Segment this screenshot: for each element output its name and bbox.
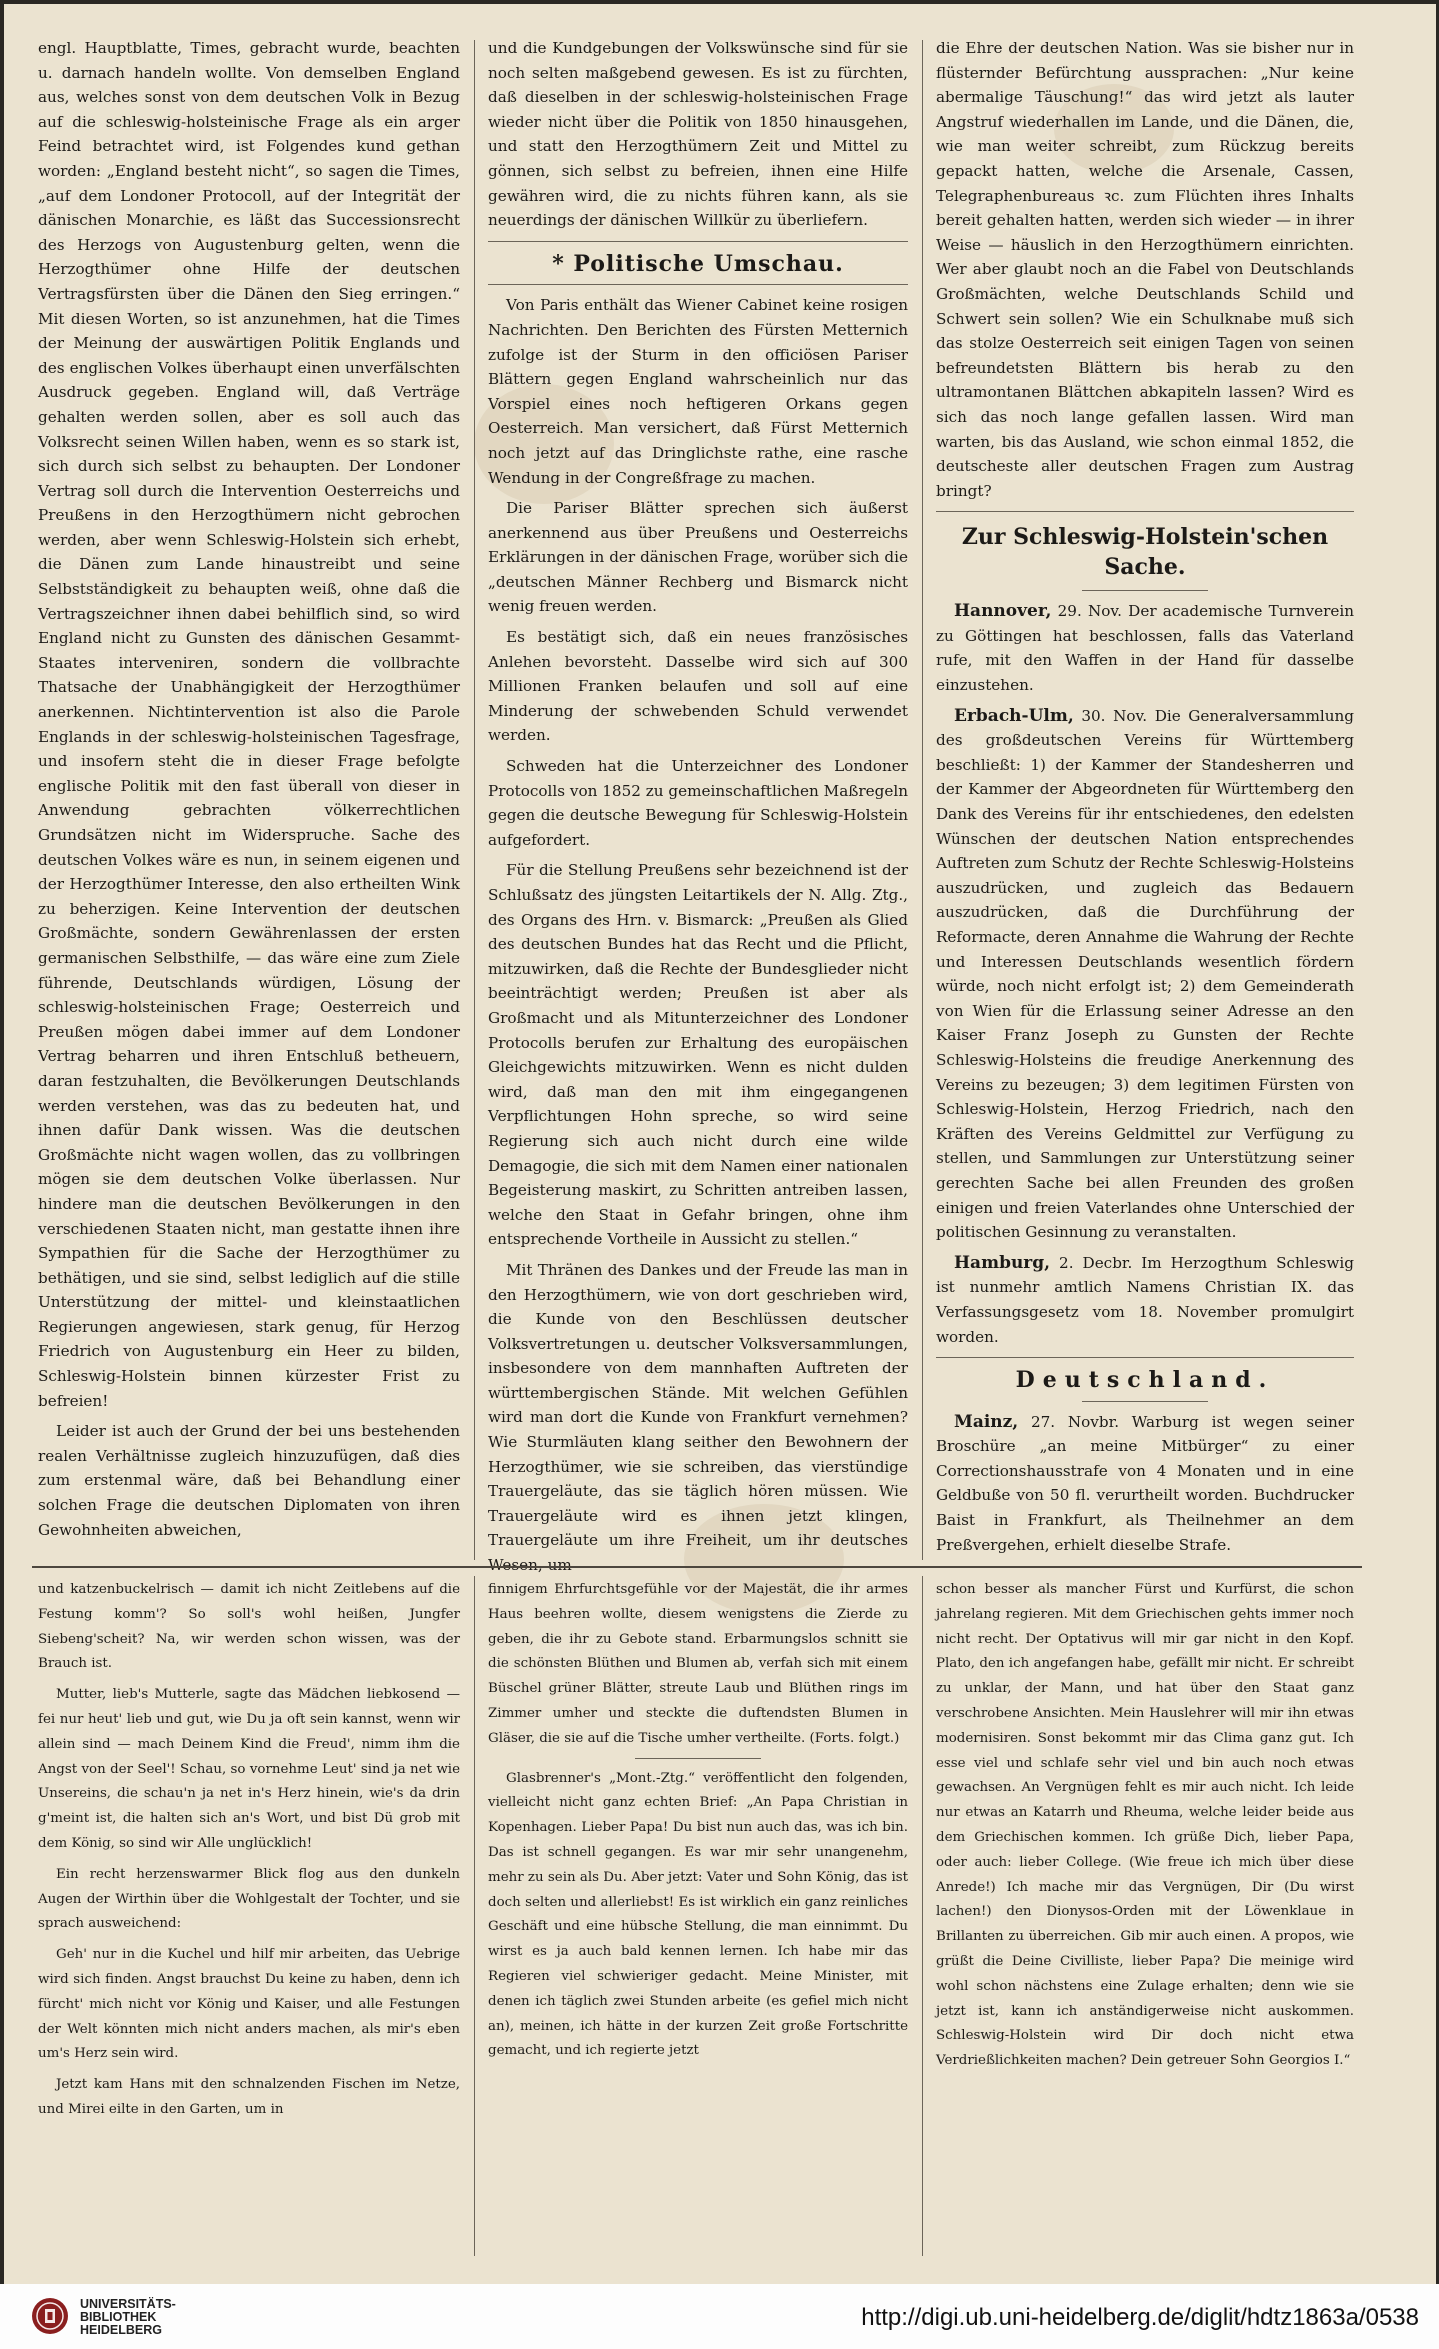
- paragraph: Schweden hat die Unterzeichner des Londoner Protocolls von 1852 zu gemeinschaftlichen Maßregeln gegen die deutsche Bewegung für Schleswig-Holstein aufgefordert.: [488, 757, 908, 849]
- paragraph: Ein recht herzenswarmer Blick flog aus den dunkeln Augen der Wirthin über die Wohlgestalt der Tochter, und sie sprach ausweichend:: [38, 1866, 460, 1932]
- paragraph: engl. Hauptblatte, Times, gebracht wurde, beachten u. darnach handeln wollte. Von demselben England aus, welches sonst von dem deutschen Volk in Bezug auf die schleswig-holsteinische Frage als ein arger Feind betrachtet wird, ist Folgendes kund gethan worden: „England besteht nicht“, so sagen die Times, „auf dem Londoner Protocoll, auf der Integrität der dänischen Monarchie, es läßt das Successionsrecht des Herzogs von Augustenburg gelten, wenn die Herzogthümer ohne Hilfe der deutschen Vertragsfürsten über die Dänen den Sieg erringen.“ Mit diesen Worten, so ist anzunehmen, hat die Times der Meinung der auswärtigen Politik Englands und des englischen Volkes überhaupt einen unverfälschten Ausdruck gegeben. England will, daß Verträge gehalten werden sollen, aber es soll auch das Volksrecht seinen Willen haben, wenn es so stark ist, sich durch sich selbst zu behaupten. Der Londoner Vertrag soll durch die Intervention Oesterreichs und Preußens in den Herzogthümern nicht gebrochen werden, aber wenn Schleswig-Holstein sich erhebt, die Dänen zum Lande hinaustreibt und seine Selbstständigkeit zu behaupten weiß, ohne daß die Vertragszeichner ihnen dabei behilflich sind, so wird England nicht zu Gunsten des dänischen Gesammt-Staates interveniren, sondern die vollbrachte Thatsache der Unabhängigkeit der Herzogthümer anerkennen. Nichtintervention ist also die Parole Englands in der schleswig-holsteinischen Tagesfrage, und insofern steht die in dieser Frage befolgte englische Politik mit den fast überall von dieser in Anwendung gebrachten völkerrechtlichen Grundsätzen nicht im Widerspruche. Sache des deutschen Volkes wäre es nun, in seinem eigenen und der Herzogthümer Interesse, den also ertheilten Wink zu beherzigen. Keine Intervention der deutschen Großmächte, sondern Gewährenlassen der ersten germanischen Selbsthilfe, — das wäre eine zum Ziele führende, Deutschlands würdigen, Lösung der schleswig-holsteinischen Frage; Oesterreich und Preußen mögen dabei immer auf dem Londoner Vertrag beharren und ihren Entschluß betheuern, daran festzuhalten, die Bevölkerungen Deutschlands werden verstehen, was das zu bedeuten hat, und ihnen dafür Dank wissen. Was die deutschen Großmächte nicht wagen wollen, das zu vollbringen mögen sie dem deutschen Volke überlassen. Nur hindere man die deutschen Bevölkerungen in den verschiedenen Staaten nicht, man gestatte ihnen ihre Sympathien für die Sache der Herzogthümer zu bethätigen, und sie sind, selbst lediglich auf die stille Unterstützung der mittel- und kleinstaatlichen Regierungen angewiesen, stark genug, für Herzog Friedrich von Augustenburg ein Heer zu bilden, Schleswig-Holstein binnen kürzester Frist zu befreien!: [38, 39, 460, 1410]
- newspaper-page: [4, 4, 1436, 2284]
- paragraph: Für die Stellung Preußens sehr bezeichnend ist der Schlußsatz des jüngsten Leitartikels der N. Allg. Ztg., des Organs des Hrn. v. Bismarck: „Preußen als Glied des deutschen Bundes hat das Recht und die Pflicht, mitzuwirken, daß die Rechte der Bundesglieder nicht beeinträchtigt werden; Preußen ist aber als Großmacht und als Mitunterzeichner des Londoner Protocolls berufen zur Erhaltung des europäischen Gleichgewichts mitzuwirken. Wenn es nicht dulden wird, daß man den mit ihm eingegangenen Verpflichtungen Hohn spreche, so wird seine Regierung sich auch nicht durch eine wilde Demagogie, die sich mit dem Namen einer nationalen Begeisterung maskirt, zu Schritten antreiben lassen, welche den Staat in Gefahr bringen, ohne ihm entsprechende Vortheile in Aussicht zu stellen.“: [488, 861, 908, 1249]
- source-url[interactable]: http://digi.ub.uni-heidelberg.de/diglit/hdtz1863a/0538: [861, 2304, 1419, 2331]
- university-seal-icon: [30, 2296, 70, 2336]
- paragraph: Die Pariser Blätter sprechen sich äußerst anerkennend aus über Preußens und Oesterreichs Erklärungen in der dänischen Frage, worüber sich die „deutschen Männer Rechberg und Bismarck nicht wenig freuen werden.: [488, 499, 908, 616]
- paragraph: und die Kundgebungen der Volkswünsche sind für sie noch selten maßgebend gewesen. Es ist zu fürchten, daß dieselben in der schleswig-holsteinischen Frage wieder nicht über die Politik von 1850 hinausgehen, und statt den Herzogthümern Zeit und Mittel zu gönnen, sich selbst zu befreien, ihnen eine Hilfe gewähren wird, die zu nichts führen kann, als sie neuerdings der dänischen Willkür zu überliefern.: [488, 39, 908, 230]
- paragraph: Glasbrenner's „Mont.-Ztg.“ veröffentlicht den folgenden, vielleicht nicht ganz echten Brief: „An Papa Christian in Kopenhagen. Lieber Papa! Du bist nun auch das, was ich bin. Das ist schnell gegangen. Es war mir sehr unangenehm, mehr zu sein als Du. Aber jetzt: Vater und Sohn König, das ist doch selten und allerliebst! Es ist wirklich ein ganz reinliches Geschäft und eine hübsche Stellung, die man einnimmt. Du wirst es ja auch bald kennen lernen. Ich habe mir das Regieren viel schwieriger gedacht. Meine Minister, mit denen ich täglich zwei Stunden arbeite (es gefiel mich nicht an), meinen, ich hätte in der kurzen Zeit große Fortschritte gemacht, und ich regierte jetzt: [488, 1770, 908, 2059]
- bottom-column-2: [488, 1578, 908, 2258]
- heading-politische-umschau: * Politische Umschau.: [552, 250, 844, 277]
- library-name: UNIVERSITÄTS- BIBLIOTHEK HEIDELBERG: [80, 2297, 176, 2337]
- paragraph: Geh' nur in die Kuchel und hilf mir arbeiten, das Uebrige wird sich finden. Angst brauchst Du keine zu haben, denn ich fürcht' mich nicht vor König und Kaiser, und alle Festungen der Welt könnten mich nicht anders machen, als mir's eben um's Herz sein wird.: [38, 1947, 460, 2062]
- news-item-hannover: Hannover, 29. Nov. Der academische Turnverein zu Göttingen hat beschlossen, falls das Vaterland rufe, mit den Waffen in der Hand für dasselbe einzustehen.: [936, 601, 1354, 695]
- paragraph: Mutter, lieb's Mutterle, sagte das Mädchen liebkosend — fei nur heut' lieb und gut, wie Du ja oft sein kannst, wenn wir allein sind — mach Deinem Kind die Freud', nimm ihm die Angst von der Seel'! Schau, so vornehme Leut' sind ja net wie Unsereins, die schau'n ja net in's Herz hinein, wie's da drin g'meint ist, die halten sich an's Wort, und bist Dü grob mit dem König, so sind wir Alle unglücklich!: [38, 1687, 460, 1851]
- paragraph: und katzenbuckelrisch — damit ich nicht Zeitlebens auf die Festung komm'? So soll's wohl heißen, Jungfer Siebeng'scheit? Na, wir werden schon wissen, was der Brauch ist.: [38, 1582, 460, 1672]
- top-column-1: [38, 36, 460, 1556]
- paragraph: Von Paris enthält das Wiener Cabinet keine rosigen Nachrichten. Den Berichten des Fürsten Metternich zufolge ist der Sturm in den officiösen Pariser Blättern gegen England wahrscheinlich nur das Vorspiel eines noch heftigeren Orkans gegen Oesterreich. Man versichert, daß Fürst Metternich noch jetzt auf das Dringlichste rathe, eine rasche Wendung in der Congreßfrage zu machen.: [488, 296, 908, 487]
- bottom-column-1: [38, 1578, 460, 2258]
- paragraph: Mit Thränen des Dankes und der Freude las man in den Herzogthümern, wie von dort geschrieben wird, die Kunde von den Beschlüssen deutscher Volksvertretungen u. deutscher Volksversammlungen, insbesondere von dem mannhaften Auftreten der württembergischen Stände. Mit welchen Gefühlen wird man dort die Kunde von Frankfurt vernehmen? Wie Sturmläuten klang seither den Bewohnern der Herzogthümer, wie sie schreiben, das vierstündige Trauergeläute, das sie täglich hören müssen. Wie Trauergeläute wird es ihnen jetzt klingen, Trauergeläute um ihre Freiheit, um ihr deutsches Wesen, um: [488, 1260, 908, 1575]
- bottom-column-3: [936, 1578, 1354, 2258]
- digitization-footer: [0, 2284, 1439, 2349]
- paragraph: finnigem Ehrfurchtsgefühle vor der Majestät, die ihr armes Haus beehren wollte, diesem wenigstens die Zierde zu geben, die ihr zu Gebote stand. Erbarmungslos schnitt sie die schönsten Blüthen und Blumen ab, verfah sich mit einem Büschel grüner Blätter, streute Laub und Blüthen rings im Zimmer umher und steckte die duftendsten Blumen in Gläser, die sie auf die Tische umher vertheilte. (Forts. folgt.): [488, 1582, 908, 1746]
- heading-deutschland: Deutschland.: [1015, 1367, 1275, 1394]
- top-column-3: [936, 36, 1354, 1556]
- paragraph: Es bestätigt sich, daß ein neues französisches Anlehen bevorsteht. Dasselbe wird sich auf 300 Millionen Franken belaufen und soll auf eine Minderung der schwebenden Schuld verwendet werden.: [488, 628, 908, 745]
- news-item-mainz: Mainz, 27. Novbr. Warburg ist wegen seiner Broschüre „an meine Mitbürger“ zu einer Correctionshausstrafe von 4 Monaten und in eine Geldbuße von 50 fl. verurtheilt worden. Buchdrucker Baist in Frankfurt, als Theilnehmer an dem Preßvergehen, erhielt dieselbe Strafe.: [936, 1411, 1354, 1554]
- news-item-erbach-ulm: Erbach-Ulm, 30. Nov. Die Generalversammlung des großdeutschen Vereins für Württemberg beschließt: 1) der Kammer der Standesherren und der Kammer der Abgeordneten für Württemberg den Dank des Vereins für ihr entschiedenes, den edelsten Wünschen der deutschen Nation entsprechendes Auftreten zum Schutz der Rechte Schleswig-Holsteins auszudrücken, und zugleich das Bedauern auszudrücken, daß die Durchführung der Reformacte, deren Annahme die Wahrung der Rechte und Interessen Deutschlands wesentlich fördern würde, noch nicht erfolgt ist; 2) dem Gemeinderath von Wien für die Erlassung seiner Adresse an den Kaiser Franz Joseph zu Gunsten der Rechte Schleswig-Holsteins die freudige Anerkennung des Vereins zu bezeugen; 3) dem legitimen Fürsten von Schleswig-Holstein, Herzog Friedrich, nach den Kräften des Vereins Geldmittel zur Verfügung zu stellen, und Sammlungen zur Unterstützung seiner gerechten Sache bei allen Freunden des großen einigen und freien Vaterlandes ohne Unterschied der politischen Gesinnung zu veranstalten.: [936, 705, 1354, 1242]
- heading-schleswig-holstein: Zur Schleswig-Holstein'schen Sache.: [961, 524, 1329, 581]
- paragraph: schon besser als mancher Fürst und Kurfürst, die schon jahrelang regieren. Mit dem Griechischen gehts immer noch nicht recht. Der Optativus will mir gar nicht in den Kopf. Plato, den ich angefangen habe, gefällt mir nicht. Er schreibt zu unklar, der Mann, und hat über den Staat ganz verschrobene Ansichten. Mein Hauslehrer will mir ihn etwas modernisiren. Sonst bekommt mir das Clima ganz gut. Ich esse viel und schlafe sehr viel und bin auch noch etwas gewachsen. An Vergnügen fehlt es mir auch nicht. Ich leide nur etwas an Katarrh und Rheuma, welche leider beide aus dem Griechischen kommen. Ich grüße Dich, lieber Papa, oder auch: lieber College. (Wie freue ich mich über diese Anrede!) Ich mache mir das Vergnügen, Dir (Du wirst lachen!) den Dionysos-Orden mit der Löwenklaue in Brillanten zu überreichen. Gib mir auch einen. A propos, wie grüßt die Deine Civilliste, lieber Papa? Die meinige wird wohl schon nächstens eine Zulage erhalten; denn wie sie jetzt ist, kann ich anständigerweise nicht auskommen. Schleswig-Holstein wird Dir doch nicht etwa Verdrießlichkeiten machen? Dein getreuer Sohn Georgios I.“: [936, 1582, 1354, 2069]
- news-item-hamburg: Hamburg, 2. Decbr. Im Herzogthum Schleswig ist nunmehr amtlich Namens Christian IX. das Verfassungsgesetz vom 18. November promulgirt worden.: [936, 1252, 1354, 1346]
- paragraph: Jetzt kam Hans mit den schnalzenden Fischen im Netze, und Mirei eilte in den Garten, um in: [38, 2077, 460, 2117]
- paragraph: Leider ist auch der Grund der bei uns bestehenden realen Verhältnisse zugleich hinzuzufügen, daß dies zum erstenmal wäre, daß bei Behandlung einer solchen Frage die deutschen Diplomaten von ihren Gewohnheiten abweichen,: [38, 1422, 460, 1539]
- top-column-2: [488, 36, 908, 1575]
- paragraph: die Ehre der deutschen Nation. Was sie bisher nur in flüsternder Befürchtung aussprachen: „Nur keine abermalige Täuschung!“ das wird jetzt als lauter Angstruf wiederhallen im Lande, und die Dänen, die, wie man weiter schreibt, zum Rückzug bereits gepackt hatten, welche die Arsenale, Cassen, Telegraphenbureaus ꝛc. zum Flüchten ihres Inhalts bereit gehalten hatten, werden sich wieder — in ihrer Weise — häuslich in den Herzogthümern einrichten. Wer aber glaubt noch an die Fabel von Deutschlands Großmächten, welche Deutschlands Schild und Schwert sein sollen? Wie ein Schulknabe muß sich das stolze Oesterreich seit einigen Tagen von seinen befreundetsten Blättern bis herab zu den ultramontanen Blättchen abkapiteln lassen? Wird es sich das noch lange gefallen lassen. Wird man warten, bis das Ausland, wie schon einmal 1852, die deutscheste aller deutschen Fragen zum Austrag bringt?: [936, 39, 1354, 500]
